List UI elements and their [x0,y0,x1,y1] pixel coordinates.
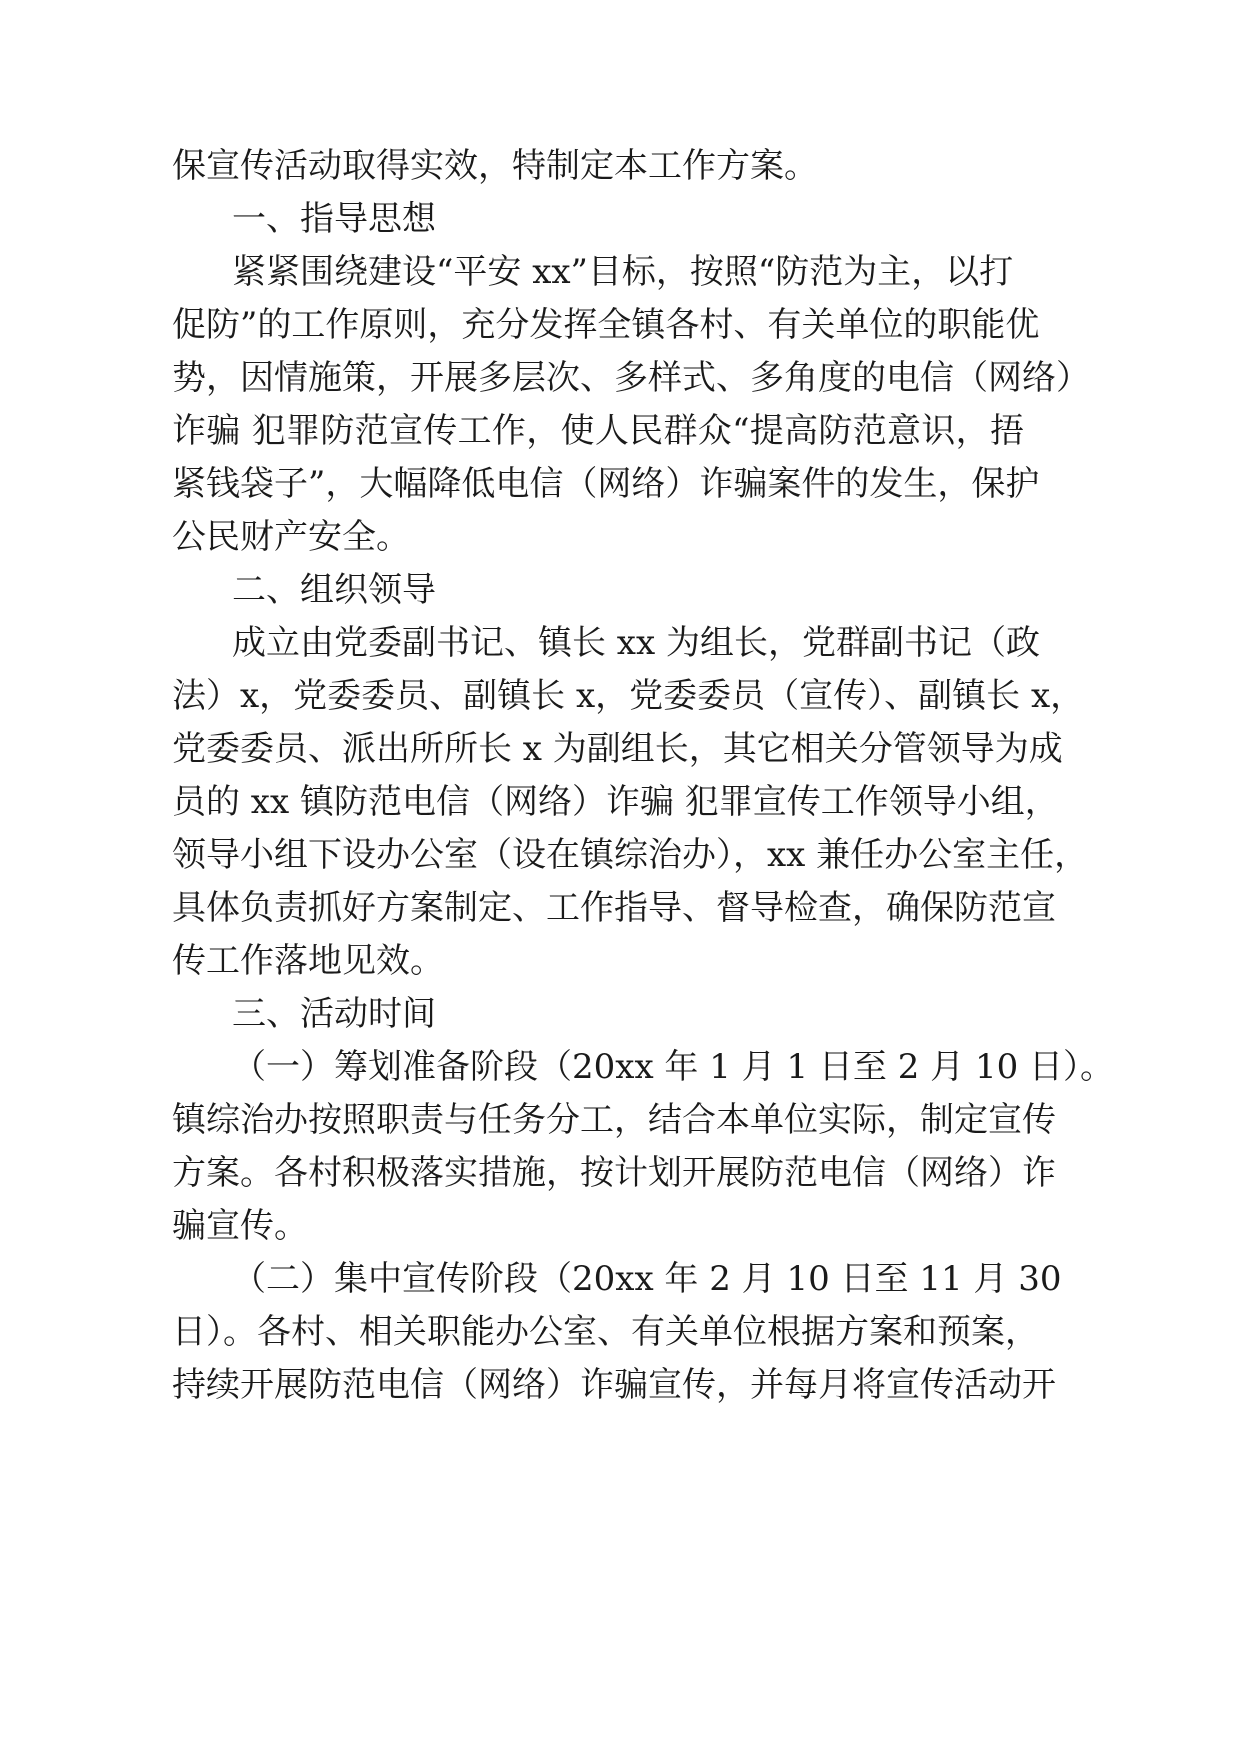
paragraph-line: 镇综治办按照职责与任务分工，结合本单位实际，制定宣传 [172,1100,1056,1140]
paragraph-line: 党委委员、派出所所长 x 为副组长，其它相关分管领导为成 [172,729,1063,769]
section-heading: 三、活动时间 [232,994,436,1034]
section-heading: 二、组织领导 [232,570,436,610]
paragraph-line: 传工作落地见效。 [172,941,444,981]
paragraph-line: 紧钱袋子”，大幅降低电信（网络）诈骗案件的发生，保护 [172,464,1040,504]
paragraph-line: 诈骗 犯罪防范宣传工作，使人民群众“提高防范意识，捂 [172,411,1024,451]
paragraph-line: 骗宣传。 [172,1206,308,1246]
paragraph-line: （二）集中宣传阶段（20xx 年 2 月 10 日至 11 月 30 [232,1259,1062,1299]
paragraph-line: 员的 xx 镇防范电信（网络）诈骗 犯罪宣传工作领导小组， [172,782,1059,822]
paragraph-line: 促防”的工作原则，充分发挥全镇各村、有关单位的职能优 [172,305,1040,345]
paragraph-line: （一）筹划准备阶段（20xx 年 1 月 1 日至 2 月 10 日）。 [232,1047,1115,1087]
paragraph-line: 势，因情施策，开展多层次、多样式、多角度的电信（网络） [172,358,1090,398]
paragraph-line: 成立由党委副书记、镇长 xx 为组长，党群副书记（政 [232,623,1040,663]
paragraph-line: 持续开展防范电信（网络）诈骗宣传，并每月将宣传活动开 [172,1365,1056,1405]
paragraph-line: 方案。各村积极落实措施，按计划开展防范电信（网络）诈 [172,1153,1056,1193]
paragraph-line: 具体负责抓好方案制定、工作指导、督导检查，确保防范宣 [172,888,1056,928]
section-heading: 一、指导思想 [232,199,436,239]
paragraph-line: 领导小组下设办公室（设在镇综治办），xx 兼任办公室主任， [172,835,1089,875]
paragraph-line: 紧紧围绕建设“平安 xx”目标，按照“防范为主，以打 [232,252,1014,292]
paragraph-line: 法）x，党委委员、副镇长 x，党委委员（宣传）、副镇长 x， [172,676,1085,716]
paragraph-line: 公民财产安全。 [172,517,410,557]
paragraph-line: 日）。各村、相关职能办公室、有关单位根据方案和预案， [172,1312,1039,1352]
paragraph-line: 保宣传活动取得实效，特制定本工作方案。 [172,146,818,186]
